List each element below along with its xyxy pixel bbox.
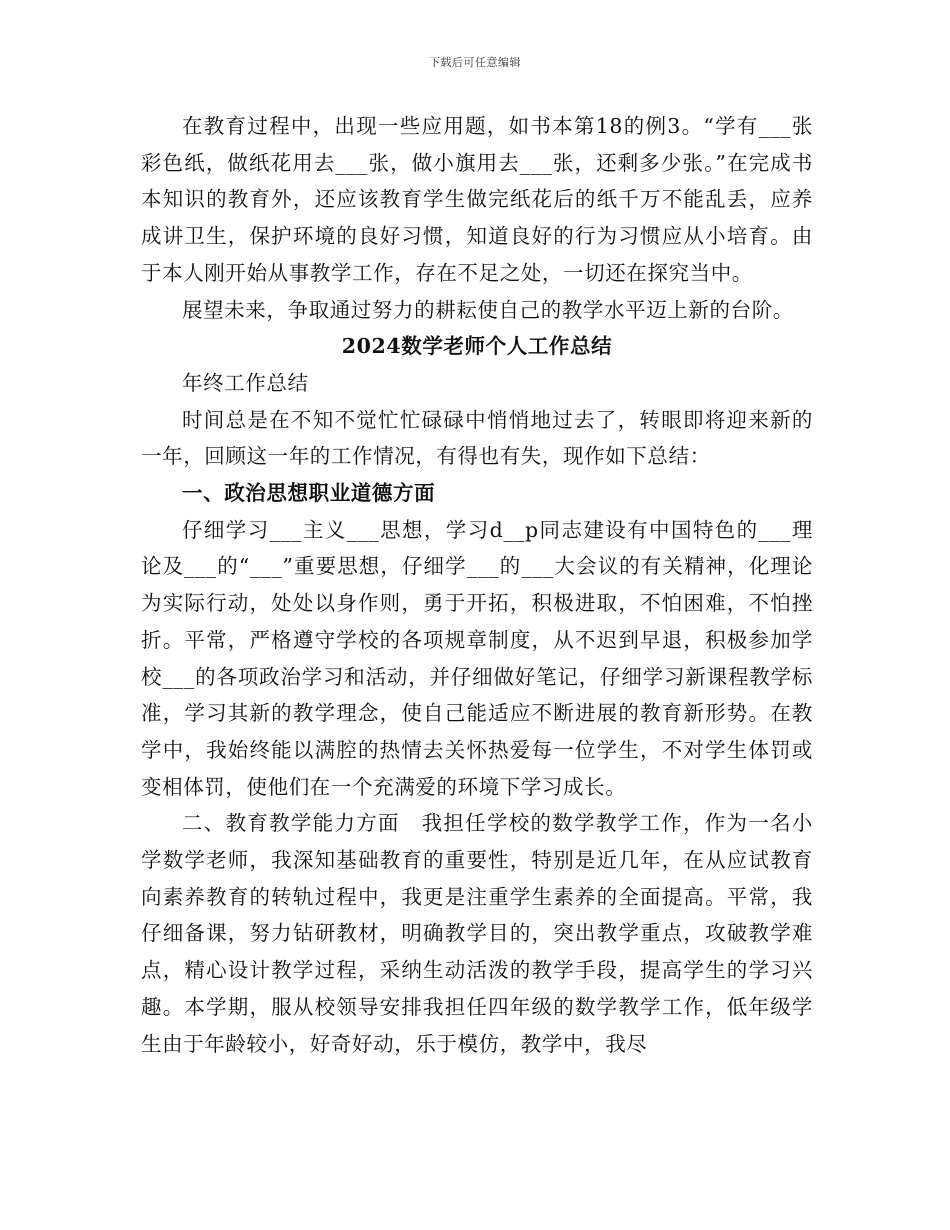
section-heading-political: 一、政治思想职业道德方面 [182,481,436,506]
document-title: 2024数学老师个人工作总结 [341,334,613,359]
paragraph-teaching-process: 在教育过程中，出现一些应用题，如书本第18的例3。“学有___张彩色纸，做纸花用去___张，做小旗用去___张，还剩多少张。”在完成书本知识的教育外，还应该教育学生做完纸花后的纸千万不能乱丢，应养成讲卫生，保护环境的良好习惯，知道良好的行为习惯应从小培育。由于本人刚开始从事教学工作，存在不足之处，一切还在探究当中。 [141,114,813,285]
paragraph-teaching-ability: 二、教育教学能力方面 我担任学校的数学教学工作，作为一名小学数学老师，我深知基础教育的重要性，特别是近几年，在从应试教育向素养教育的转轨过程中，我更是注重学生素养的全面提高。平常，我仔细备课，努力钻研教材，明确教学目的，突出教学重点，攻破教学难点，精心设计教学过程，采纳生动活泼的教学手段，提高学生的学习兴趣。本学期，服从校领导安排我担任四年级的数学教学工作，低年级学生由于年龄较小，好奇好动，乐于模仿，教学中，我尽 [141,811,813,1056]
document-body [141,108,813,1062]
paragraph-political: 仔细学习___主义___思想，学习d__p同志建设有中国特色的___理论及___的“___”重要思想，仔细学___的___大会议的有关精神，化理论为实际行动，处处以身作则，勇于开拓，积极进取，不怕困难，不怕挫折。平常，严格遵守学校的各项规章制度，从不迟到早退，积极参加学校___的各项政治学习和活动，并仔细做好笔记，仔细学习新课程教学标准，学习其新的教学理念，使自己能适应不断进展的教育新形势。在教学中，我始终能以满腔的热情去关怀热爱每一位学生，不对学生体罚或变相体罚，使他们在一个充满爱的环境下学习成长。 [141,517,813,799]
page-header-note: 下载后可任意编辑 [429,56,521,69]
paragraph-outlook: 展望未来，争取通过努力的耕耘使自己的教学水平迈上新的台阶。 [182,297,794,322]
document-subtitle: 年终工作总结 [182,370,309,395]
paragraph-intro: 时间总是在不知不觉忙忙碌碌中悄悄地过去了，转眼即将迎来新的一年，回顾这一年的工作情况，有得也有失，现作如下总结： [141,407,813,469]
